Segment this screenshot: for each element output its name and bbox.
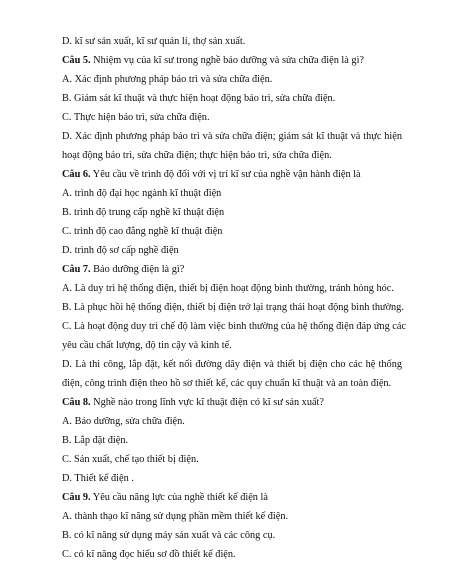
- text-line: [62, 187, 402, 200]
- line-text: Nghề nào trong lĩnh vực kĩ thuật điện có kĩ sư sản xuất?: [90, 397, 324, 408]
- text-line: [62, 529, 402, 542]
- line-text: C. Sản xuất, chế tạo thiết bị điện.: [62, 454, 199, 465]
- line-text: B. Lắp đặt điện.: [62, 435, 129, 446]
- line-text: A. Bảo dưỡng, sửa chữa điện.: [62, 416, 185, 427]
- line-text: Yêu cầu năng lực của nghề thiết kế điện là: [90, 492, 268, 503]
- text-line: [62, 244, 402, 257]
- line-text: C. có kĩ năng đọc hiểu sơ đồ thiết kế điện.: [62, 549, 236, 560]
- line-text: Bảo dưỡng điện là gì?: [90, 264, 185, 275]
- text-line: [62, 434, 402, 447]
- text-line: [62, 54, 402, 67]
- line-text: C. Là hoạt động duy trì chế độ làm việc bình thường của hệ thống điện đáp ứng các: [62, 321, 407, 332]
- line-text: C. trình độ cao đẳng nghề kĩ thuật điện: [62, 226, 223, 237]
- line-text: điện, công trình điện theo hồ sơ thiết kế, các quy chuẩn kĩ thuật và an toàn điện.: [62, 378, 392, 389]
- text-line: [62, 92, 402, 105]
- text-line: [62, 396, 402, 409]
- text-line: [62, 377, 402, 390]
- line-text: Nhiệm vụ của kĩ sư trong nghề bảo dưỡng và sửa chữa điện là gì?: [90, 55, 365, 66]
- line-text: D. Thiết kế điện .: [62, 473, 134, 484]
- line-text: D. Xác định phương pháp bảo trì và sửa chữa điện; giám sát kĩ thuật và thực hiện: [62, 131, 402, 142]
- text-line: [62, 206, 402, 219]
- text-line: [62, 358, 402, 371]
- text-line: [62, 339, 402, 352]
- line-text: A. thành thạo kĩ năng sử dụng phần mềm thiết kế điện.: [62, 511, 289, 522]
- question-number: Câu 9.: [62, 492, 91, 503]
- text-line: [62, 320, 407, 333]
- line-text: B. có kĩ năng sử dụng máy sản xuất và các công cụ.: [62, 530, 276, 541]
- text-line: [62, 491, 402, 504]
- text-line: [62, 111, 402, 124]
- text-line: [62, 510, 402, 523]
- question-number: Câu 7.: [62, 264, 91, 275]
- line-text: C. Thực hiện bảo trì, sửa chữa điện.: [62, 112, 210, 123]
- line-text: D. trình độ sơ cấp nghề điện: [62, 245, 179, 256]
- line-text: D. Là thi công, lắp đặt, kết nối đường dây điện và thiết bị điện cho các hệ thống: [62, 359, 402, 370]
- line-text: B. Là phục hồi hệ thống điện, thiết bị điện trở lại trạng thái hoạt động bình thường.: [62, 302, 404, 313]
- line-text: hoạt động bảo trì, sửa chữa điện; thực hiện bảo trì, sửa chữa điện.: [62, 150, 332, 161]
- text-line: [62, 168, 402, 181]
- text-line: [62, 263, 402, 276]
- text-line: [62, 472, 402, 485]
- line-text: Yêu cầu về trình độ đối với vị trí kĩ sư của nghề vận hành điện là: [90, 169, 361, 180]
- question-number: Câu 5.: [62, 55, 91, 66]
- text-line: [62, 73, 402, 86]
- text-line: [62, 35, 402, 48]
- text-line: [62, 149, 402, 162]
- line-text: A. Xác định phương pháp bảo trì và sửa chữa điện.: [62, 74, 273, 85]
- line-text: A. trình độ đại học ngành kĩ thuật điện: [62, 188, 222, 199]
- line-text: yêu cầu chất lượng, độ tin cậy và kinh tế.: [62, 340, 232, 351]
- text-line: [62, 282, 402, 295]
- line-text: D. kĩ sư sản xuất, kĩ sư quản lí, thợ sản xuất.: [62, 36, 246, 47]
- text-line: [62, 548, 402, 561]
- text-line: [62, 453, 402, 466]
- text-line: [62, 415, 402, 428]
- question-number: Câu 6.: [62, 169, 91, 180]
- text-line: [62, 225, 402, 238]
- line-text: B. Giám sát kĩ thuật và thực hiện hoạt động bảo trì, sửa chữa điện.: [62, 93, 336, 104]
- text-line: [62, 130, 402, 143]
- line-text: B. trình độ trung cấp nghề kĩ thuật điện: [62, 207, 225, 218]
- question-number: Câu 8.: [62, 397, 91, 408]
- line-text: A. Là duy trì hệ thống điện, thiết bị điện hoạt động bình thường, tránh hỏng hóc.: [62, 283, 394, 294]
- text-line: [62, 301, 402, 314]
